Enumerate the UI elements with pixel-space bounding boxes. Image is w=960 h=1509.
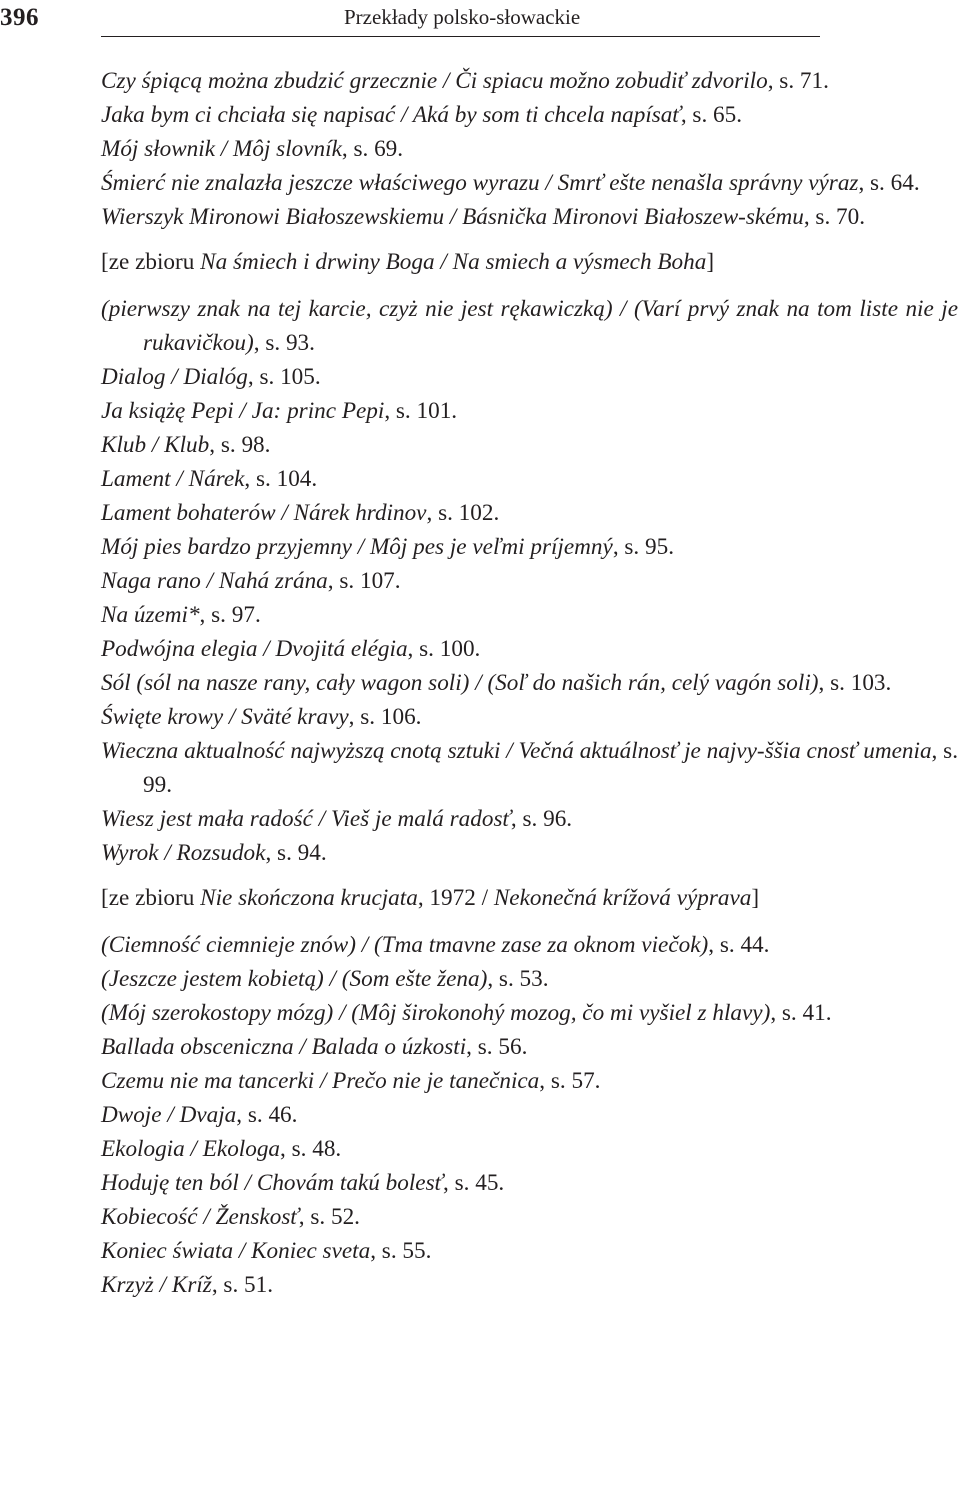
index-entry — [101, 496, 958, 530]
entry-page-ref: , s. 52. — [298, 1204, 360, 1230]
entry-list-a — [101, 64, 958, 234]
entry-title: Wierszyk Mironowi Białoszewskiemu / Básnička Mironovi Białoszew-skému — [101, 204, 804, 230]
entry-title: Mój pies bardzo przyjemny / Môj pes je veľmi príjemný — [101, 534, 613, 560]
index-entry — [101, 564, 958, 598]
entry-title: Ja książę Pepi / Ja: princ Pepi — [101, 398, 385, 424]
running-head: Przekłady polsko-słowackie — [344, 5, 581, 29]
entry-title: Na územi* — [101, 602, 200, 628]
section-heading-title: Na śmiech i drwiny Boga / Na smiech a výsmech Boha — [200, 249, 707, 275]
page-content — [101, 64, 958, 1302]
index-entry — [101, 292, 958, 360]
index-entry — [101, 962, 958, 996]
index-entry — [101, 132, 958, 166]
entry-title: (pierwszy znak na tej karcie, czyż nie jest rękawiczką) / (Varí prvý znak na tom liste nie je rukavičkou) — [101, 296, 958, 356]
index-entry — [101, 598, 958, 632]
section-heading-close: ] — [706, 249, 715, 275]
entry-title: Lament / Nárek — [101, 466, 245, 492]
entry-page-ref: , s. 45. — [443, 1170, 505, 1196]
entry-title: Lament bohaterów / Nárek hrdinov — [101, 500, 427, 526]
entry-title: Ekologia / Ekologa — [101, 1136, 281, 1162]
index-entry — [101, 836, 958, 870]
entry-title: Wyrok / Rozsudok — [101, 840, 266, 866]
entry-title: (Ciemność ciemnieje znów) / (Tma tmavne zase za oknom viečok) — [101, 932, 709, 958]
entry-page-ref: , s. 106. — [348, 704, 422, 730]
entry-title: Kobiecość / Ženskosť — [101, 1204, 299, 1230]
section-heading-open: [ze zbioru — [101, 885, 201, 911]
entry-page-ref: , s. 103. — [818, 670, 892, 696]
entry-title: Naga rano / Nahá zrána — [101, 568, 328, 594]
entry-title: Jaka bym ci chciała się napisać / Aká by som ti chcela napísať — [101, 102, 681, 128]
index-entry — [101, 462, 958, 496]
section-heading-close: ] — [751, 885, 760, 911]
entry-page-ref: , s. 98. — [209, 432, 271, 458]
entry-page-ref: , s. 101. — [384, 398, 458, 424]
entry-title: (Mój szerokostopy mózg) / (Môj širokonohý mozog, čo mi vyšiel z hlavy) — [101, 1000, 771, 1026]
entry-page-ref: , s. 96. — [510, 806, 573, 832]
index-entry — [101, 802, 958, 836]
entry-list-c — [101, 928, 958, 1302]
index-entry — [101, 428, 958, 462]
index-entry — [101, 200, 958, 234]
section-heading-title: Nie skończona krucjata — [200, 885, 418, 911]
entry-page-ref: , s. 100. — [407, 636, 481, 662]
entry-title: Koniec świata / Koniec sveta — [101, 1238, 371, 1264]
index-entry — [101, 928, 958, 962]
index-entry — [101, 64, 958, 98]
entry-title: Śmierć nie znalazła jeszcze właściwego wyrazu / Smrť ešte nenašla správny výraz — [101, 170, 859, 196]
section-heading — [101, 881, 958, 915]
entry-page-ref: , s. 53. — [487, 966, 549, 992]
entry-page-ref: , s. 93. — [253, 330, 315, 356]
entry-title: Wiesz jest mała radość / Vieš je malá radosť — [101, 806, 511, 832]
index-entry — [101, 996, 958, 1030]
entry-title: Czy śpiącą można zbudzić grzecznie / Či spiacu možno zobudiť zdvorilo — [101, 68, 768, 94]
index-entry — [101, 1030, 958, 1064]
entry-title: Sól (sól na nasze rany, cały wagon soli) / (Soľ do našich rán, celý vagón soli) — [101, 670, 819, 696]
entry-title: Dialog / Dialóg — [101, 364, 248, 390]
index-entry — [101, 1234, 958, 1268]
section-heading — [101, 245, 958, 279]
entry-title: Podwójna elegia / Dvojitá elégia — [101, 636, 408, 662]
index-entry — [101, 734, 958, 802]
entry-title: Ballada obsceniczna / Balada o úzkosti — [101, 1034, 467, 1060]
index-entry — [101, 1200, 958, 1234]
entry-title: (Jeszcze jestem kobietą) / (Som ešte žena) — [101, 966, 488, 992]
index-entry — [101, 98, 958, 132]
index-entry — [101, 1064, 958, 1098]
entry-page-ref: , s. 64. — [858, 170, 920, 196]
header-rule — [101, 36, 820, 37]
entry-page-ref: , s. 51. — [211, 1272, 274, 1298]
entry-page-ref: , s. 70. — [803, 204, 866, 230]
index-entry — [101, 700, 958, 734]
index-entry — [101, 1268, 958, 1302]
entry-page-ref: , s. 104. — [244, 466, 318, 492]
index-entry — [101, 394, 958, 428]
entry-page-ref: , s. 105. — [247, 364, 321, 390]
entry-page-ref: , s. 94. — [265, 840, 327, 866]
section-heading-open: [ze zbioru — [101, 249, 201, 275]
page-number: 396 — [0, 4, 39, 31]
entry-page-ref: , s. 41. — [770, 1000, 832, 1026]
index-entry — [101, 1132, 958, 1166]
entry-page-ref: , s. 44. — [708, 932, 770, 958]
entry-page-ref: , s. 71. — [767, 68, 829, 94]
entry-page-ref: , s. 102. — [426, 500, 500, 526]
entry-title: Wieczna aktualność najwyższą cnotą sztuki / Večná aktuálnosť je najvy-ššia cnosť umenia — [101, 738, 932, 764]
entry-page-ref: , s. 95. — [612, 534, 675, 560]
entry-page-ref: , s. 97. — [199, 602, 261, 628]
entry-list-b — [101, 292, 958, 870]
index-entry — [101, 360, 958, 394]
entry-page-ref: , s. 99. — [143, 738, 958, 798]
section-heading-year: , 1972 / — [417, 885, 494, 911]
index-entry — [101, 632, 958, 666]
entry-title: Czemu nie ma tancerki / Prečo nie je tanečnica — [101, 1068, 540, 1094]
index-entry — [101, 166, 958, 200]
entry-page-ref: , s. 55. — [370, 1238, 432, 1264]
entry-page-ref: , s. 46. — [236, 1102, 298, 1128]
section-heading-title-translation: Nekonečná krížová výprava — [493, 885, 752, 911]
entry-page-ref: , s. 107. — [327, 568, 401, 594]
entry-title: Dwoje / Dvaja — [101, 1102, 237, 1128]
index-entry — [101, 666, 958, 700]
index-entry — [101, 1166, 958, 1200]
entry-page-ref: , s. 48. — [280, 1136, 342, 1162]
entry-title: Mój słownik / Môj slovník — [101, 136, 342, 162]
entry-page-ref: , s. 57. — [539, 1068, 601, 1094]
index-entry — [101, 530, 958, 564]
entry-page-ref: , s. 56. — [466, 1034, 528, 1060]
entry-title: Krzyż / Kríž — [101, 1272, 212, 1298]
entry-title: Hoduję ten ból / Chovám takú bolesť — [101, 1170, 444, 1196]
entry-title: Klub / Klub — [101, 432, 210, 458]
entry-page-ref: , s. 65. — [680, 102, 743, 128]
entry-title: Święte krowy / Sväté kravy — [101, 704, 349, 730]
entry-page-ref: , s. 69. — [341, 136, 404, 162]
index-entry — [101, 1098, 958, 1132]
